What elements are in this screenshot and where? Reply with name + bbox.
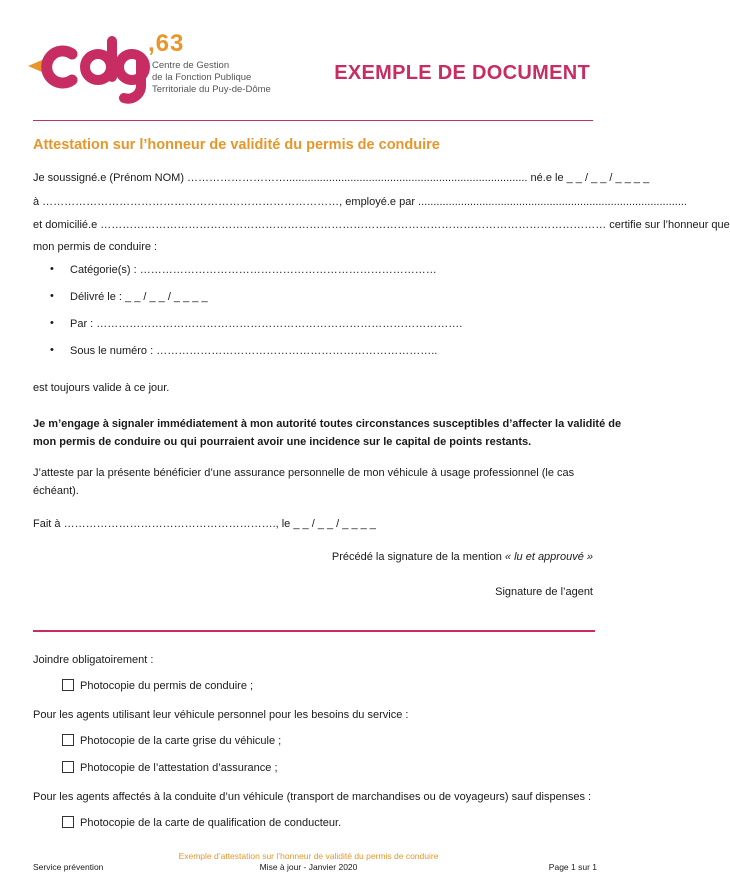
bullet-icon: • xyxy=(50,344,54,356)
place-date-line: Fait à …………………………………………………., le _ _ / _ _ / _ _ _ _ xyxy=(33,518,376,530)
address-line: et domicilié.e ………………………………………………………………………………………………………………………… certifie sur l’honneur que xyxy=(33,219,730,231)
issue-date-field: Délivré le : _ _ / _ _ / _ _ _ _ xyxy=(70,291,208,303)
insurance-copy-checkbox[interactable] xyxy=(62,761,74,773)
bullet-icon: • xyxy=(50,317,54,329)
category-field: Catégorie(s) : ……………………………………………………………………… xyxy=(70,264,437,276)
footer-document-title: Exemple d’attestation sur l’honneur de validité du permis de conduire xyxy=(178,851,439,861)
validity-statement: est toujours valide à ce jour. xyxy=(33,382,170,394)
license-copy-checkbox[interactable] xyxy=(62,679,74,691)
insurance-line-1: J’atteste par la présente bénéficier d’une assurance personnelle de mon véhicule à usage professionnel (le cas xyxy=(33,467,575,479)
section-divider xyxy=(33,630,595,632)
insurance-line-2: échéant). xyxy=(33,485,79,497)
logo-number: ,63 xyxy=(148,30,185,57)
personal-vehicle-heading: Pour les agents utilisant leur véhicule personnel pour les besoins du service : xyxy=(33,709,409,721)
footer-service: Service prévention xyxy=(33,862,104,872)
bullet-icon: • xyxy=(50,290,54,302)
document-type-heading: EXEMPLE DE DOCUMENT xyxy=(334,62,590,84)
license-number-field: Sous le numéro : ………………………………………………………………….. xyxy=(70,345,438,357)
qualification-card-label: Photocopie de la carte de qualification de conducteur. xyxy=(80,817,342,829)
registration-copy-label: Photocopie de la carte grise du véhicule ; xyxy=(80,735,282,747)
signature-label: Signature de l’agent xyxy=(495,586,593,598)
signature-mention: Précédé la signature de la mention « lu et approuvé » xyxy=(331,551,593,563)
bullet-icon: • xyxy=(50,263,54,275)
header-divider xyxy=(33,120,593,121)
license-copy-label: Photocopie du permis de conduire ; xyxy=(80,680,254,692)
engagement-line-2: mon permis de conduire ou qui pourraient avoir une incidence sur le capital de points restants. xyxy=(33,436,532,448)
declarant-line: Je soussigné.e (Prénom NOM) ………………………............................................................................... né.e le _ _ / _ _ / _ _ _ _ xyxy=(33,172,650,184)
issuer-field: Par : ………………………………………………………………………………………. xyxy=(70,318,463,330)
footer-page-number: Page 1 sur 1 xyxy=(548,862,597,872)
employer-line: à ………………………………………………………………………, employé.e par ........................................................................................ xyxy=(33,196,687,208)
footer-update-date: Mise à jour - Janvier 2020 xyxy=(259,862,358,872)
logo-tagline: Centre de Gestion de la Fonction Publique Territoriale du Puy-de-Dôme xyxy=(152,60,271,95)
engagement-line-1: Je m’engage à signaler immédiatement à mon autorité toutes circonstances susceptibles d’affecter la validité de xyxy=(33,418,622,430)
drivers-heading: Pour les agents affectés à la conduite d’un véhicule (transport de marchandises ou de voyageurs) sauf dispenses : xyxy=(33,791,592,803)
registration-copy-checkbox[interactable] xyxy=(62,734,74,746)
attachments-intro: Joindre obligatoirement : xyxy=(33,654,154,666)
license-intro: mon permis de conduire : xyxy=(33,241,158,253)
page-title: Attestation sur l’honneur de validité du permis de conduire xyxy=(33,137,440,153)
qualification-card-checkbox[interactable] xyxy=(62,816,74,828)
insurance-copy-label: Photocopie de l’attestation d’assurance ; xyxy=(80,762,278,774)
